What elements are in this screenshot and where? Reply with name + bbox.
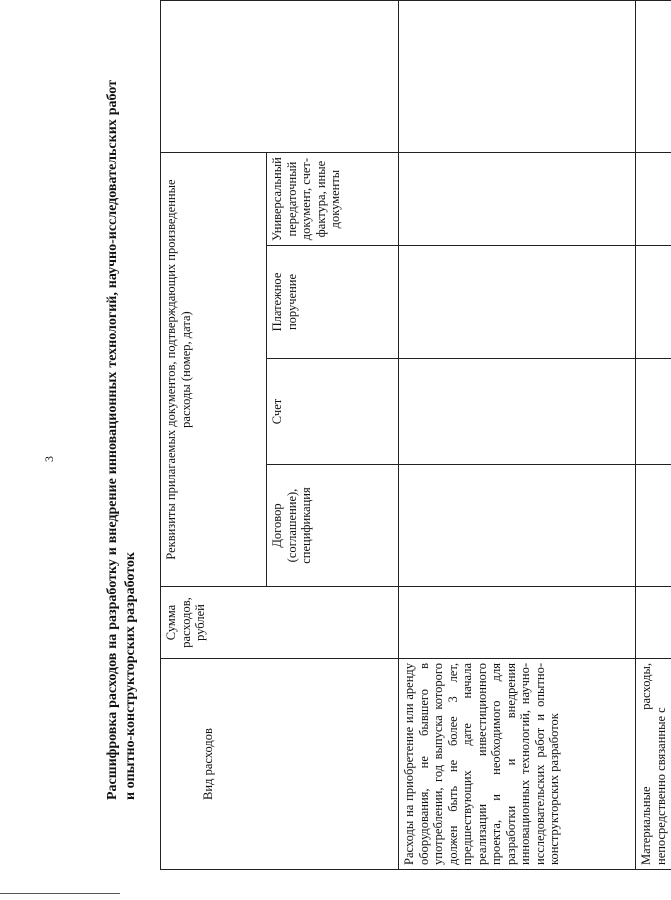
header-payment-order: Платежное поручение (267, 246, 399, 359)
page-number: 3 (42, 456, 56, 462)
document-title: Расшифровка расходов на разработку и внедрение инновационных технологий, научно-исследовательских работ и опытно-конструкторских разработок (105, 80, 138, 800)
header-extra-column (161, 1, 399, 153)
scan-edge-line (0, 893, 120, 894)
other-docs-cell (399, 153, 636, 246)
header-expense-type: Вид расходов (161, 659, 399, 870)
contract-cell (399, 465, 636, 587)
header-requisites: Реквизиты прилагаемых документов, подтверждающих произведенные расходы (номер, дата) (161, 153, 267, 587)
header-invoice: Счет (267, 359, 399, 465)
invoice-cell (636, 359, 671, 465)
amount-cell (399, 587, 636, 659)
invoice-cell (399, 359, 636, 465)
expense-type-cell: Материальные расходы, непосредственно связанные с (636, 659, 671, 870)
header-contract: Договор (соглашение), спецификация (267, 465, 399, 587)
expenses-table (160, 0, 671, 870)
table-row (636, 1, 671, 870)
table-row (399, 1, 636, 870)
other-docs-cell (636, 153, 671, 246)
amount-cell (636, 587, 671, 659)
payment-cell (399, 246, 636, 359)
header-transfer-document: Универсальный передаточный документ, счет-фактура, иные документы (267, 153, 399, 246)
extra-cell (399, 1, 636, 153)
header-amount: Сумма расходов, рублей (161, 587, 399, 659)
expense-type-cell: Расходы на приобретение или аренду оборудования, не бывшего в употреблении, год выпуска которого должен быть не более 3 лет, предшествующих дате начала реализации инвестиционного проекта, и необходимого для разработки и внедрения инновационных технологий, научно-исследовательских работ и опытно-конструкторских разработок (399, 659, 636, 870)
contract-cell (636, 465, 671, 587)
extra-cell (636, 1, 671, 153)
payment-cell (636, 246, 671, 359)
